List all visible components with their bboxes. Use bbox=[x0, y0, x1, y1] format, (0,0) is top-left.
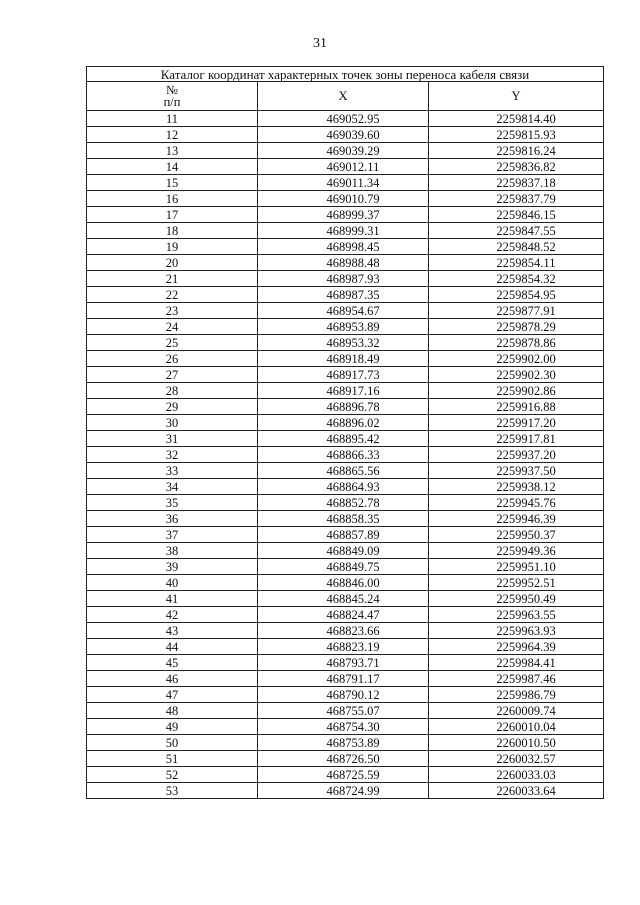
x-coordinate-cell: 468793.71 bbox=[258, 655, 429, 671]
y-coordinate-cell: 2259937.50 bbox=[429, 463, 604, 479]
column-header-number-abbrev: п/п bbox=[163, 95, 181, 109]
point-number-cell: 40 bbox=[87, 575, 258, 591]
table-row bbox=[87, 607, 604, 623]
table-row bbox=[87, 543, 604, 559]
y-coordinate-cell: 2259837.79 bbox=[429, 191, 604, 207]
x-coordinate-cell: 468954.67 bbox=[258, 303, 429, 319]
x-coordinate-cell: 468999.31 bbox=[258, 223, 429, 239]
point-number-cell: 27 bbox=[87, 367, 258, 383]
point-number-cell: 28 bbox=[87, 383, 258, 399]
y-coordinate-cell: 2259964.39 bbox=[429, 639, 604, 655]
x-coordinate-cell: 468987.93 bbox=[258, 271, 429, 287]
point-number-cell: 32 bbox=[87, 447, 258, 463]
point-number-cell: 33 bbox=[87, 463, 258, 479]
table-header-row bbox=[87, 82, 604, 111]
y-coordinate-cell: 2259946.39 bbox=[429, 511, 604, 527]
point-number-cell: 46 bbox=[87, 671, 258, 687]
table-row bbox=[87, 111, 604, 127]
y-coordinate-cell: 2259854.32 bbox=[429, 271, 604, 287]
point-number-cell: 22 bbox=[87, 287, 258, 303]
x-coordinate-cell: 468917.16 bbox=[258, 383, 429, 399]
y-coordinate-cell: 2259814.40 bbox=[429, 111, 604, 127]
table-row bbox=[87, 751, 604, 767]
column-header-number bbox=[87, 82, 258, 111]
table-row bbox=[87, 223, 604, 239]
table-row bbox=[87, 303, 604, 319]
table-row bbox=[87, 703, 604, 719]
y-coordinate-cell: 2259846.15 bbox=[429, 207, 604, 223]
column-header-number-symbol: № bbox=[166, 83, 178, 97]
table-row bbox=[87, 143, 604, 159]
x-coordinate-cell: 469039.29 bbox=[258, 143, 429, 159]
x-coordinate-cell: 468865.56 bbox=[258, 463, 429, 479]
x-coordinate-cell: 468852.78 bbox=[258, 495, 429, 511]
table-row bbox=[87, 319, 604, 335]
table-row bbox=[87, 639, 604, 655]
point-number-cell: 25 bbox=[87, 335, 258, 351]
table-row bbox=[87, 767, 604, 783]
table-row bbox=[87, 351, 604, 367]
table-row bbox=[87, 687, 604, 703]
x-coordinate-cell: 468849.09 bbox=[258, 543, 429, 559]
y-coordinate-cell: 2259902.86 bbox=[429, 383, 604, 399]
y-coordinate-cell: 2259902.30 bbox=[429, 367, 604, 383]
x-coordinate-cell: 468724.99 bbox=[258, 783, 429, 799]
table-row bbox=[87, 175, 604, 191]
table-row bbox=[87, 383, 604, 399]
y-coordinate-cell: 2259986.79 bbox=[429, 687, 604, 703]
table-row bbox=[87, 463, 604, 479]
y-coordinate-cell: 2260010.04 bbox=[429, 719, 604, 735]
y-coordinate-cell: 2260009.74 bbox=[429, 703, 604, 719]
x-coordinate-cell: 468896.02 bbox=[258, 415, 429, 431]
x-coordinate-cell: 468845.24 bbox=[258, 591, 429, 607]
x-coordinate-cell: 468849.75 bbox=[258, 559, 429, 575]
y-coordinate-cell: 2259878.86 bbox=[429, 335, 604, 351]
y-coordinate-cell: 2259836.82 bbox=[429, 159, 604, 175]
y-coordinate-cell: 2259815.93 bbox=[429, 127, 604, 143]
point-number-cell: 16 bbox=[87, 191, 258, 207]
table-row bbox=[87, 191, 604, 207]
point-number-cell: 21 bbox=[87, 271, 258, 287]
table-row bbox=[87, 719, 604, 735]
x-coordinate-cell: 468754.30 bbox=[258, 719, 429, 735]
point-number-cell: 43 bbox=[87, 623, 258, 639]
y-coordinate-cell: 2259877.91 bbox=[429, 303, 604, 319]
table-row bbox=[87, 255, 604, 271]
point-number-cell: 12 bbox=[87, 127, 258, 143]
table-row bbox=[87, 495, 604, 511]
table-row bbox=[87, 431, 604, 447]
y-coordinate-cell: 2259963.93 bbox=[429, 623, 604, 639]
point-number-cell: 23 bbox=[87, 303, 258, 319]
point-number-cell: 50 bbox=[87, 735, 258, 751]
x-coordinate-cell: 469010.79 bbox=[258, 191, 429, 207]
point-number-cell: 52 bbox=[87, 767, 258, 783]
table-row bbox=[87, 367, 604, 383]
table-row bbox=[87, 207, 604, 223]
y-coordinate-cell: 2259916.88 bbox=[429, 399, 604, 415]
point-number-cell: 39 bbox=[87, 559, 258, 575]
x-coordinate-cell: 468824.47 bbox=[258, 607, 429, 623]
y-coordinate-cell: 2259950.49 bbox=[429, 591, 604, 607]
table-row bbox=[87, 735, 604, 751]
y-coordinate-cell: 2259917.20 bbox=[429, 415, 604, 431]
column-header-x: X bbox=[258, 82, 429, 111]
point-number-cell: 11 bbox=[87, 111, 258, 127]
x-coordinate-cell: 468918.49 bbox=[258, 351, 429, 367]
x-coordinate-cell: 468917.73 bbox=[258, 367, 429, 383]
table-row bbox=[87, 591, 604, 607]
x-coordinate-cell: 468953.32 bbox=[258, 335, 429, 351]
y-coordinate-cell: 2260033.03 bbox=[429, 767, 604, 783]
point-number-cell: 26 bbox=[87, 351, 258, 367]
table-row bbox=[87, 623, 604, 639]
x-coordinate-cell: 468823.19 bbox=[258, 639, 429, 655]
y-coordinate-cell: 2259963.55 bbox=[429, 607, 604, 623]
point-number-cell: 30 bbox=[87, 415, 258, 431]
x-coordinate-cell: 468823.66 bbox=[258, 623, 429, 639]
y-coordinate-cell: 2259984.41 bbox=[429, 655, 604, 671]
x-coordinate-cell: 468999.37 bbox=[258, 207, 429, 223]
table-row bbox=[87, 335, 604, 351]
table-row bbox=[87, 783, 604, 799]
point-number-cell: 42 bbox=[87, 607, 258, 623]
point-number-cell: 51 bbox=[87, 751, 258, 767]
coordinate-catalog-table bbox=[86, 66, 604, 799]
table-row bbox=[87, 399, 604, 415]
table-row bbox=[87, 559, 604, 575]
point-number-cell: 41 bbox=[87, 591, 258, 607]
point-number-cell: 19 bbox=[87, 239, 258, 255]
point-number-cell: 31 bbox=[87, 431, 258, 447]
point-number-cell: 34 bbox=[87, 479, 258, 495]
x-coordinate-cell: 468987.35 bbox=[258, 287, 429, 303]
x-coordinate-cell: 468857.89 bbox=[258, 527, 429, 543]
table-row bbox=[87, 511, 604, 527]
x-coordinate-cell: 468846.00 bbox=[258, 575, 429, 591]
point-number-cell: 49 bbox=[87, 719, 258, 735]
point-number-cell: 24 bbox=[87, 319, 258, 335]
y-coordinate-cell: 2259902.00 bbox=[429, 351, 604, 367]
x-coordinate-cell: 468725.59 bbox=[258, 767, 429, 783]
table-row bbox=[87, 287, 604, 303]
x-coordinate-cell: 468866.33 bbox=[258, 447, 429, 463]
point-number-cell: 29 bbox=[87, 399, 258, 415]
point-number-cell: 36 bbox=[87, 511, 258, 527]
point-number-cell: 20 bbox=[87, 255, 258, 271]
y-coordinate-cell: 2260033.64 bbox=[429, 783, 604, 799]
table-title: Каталог координат характерных точек зоны переноса кабеля связи bbox=[87, 67, 604, 82]
table-row bbox=[87, 527, 604, 543]
x-coordinate-cell: 468896.78 bbox=[258, 399, 429, 415]
point-number-cell: 45 bbox=[87, 655, 258, 671]
table-title-row bbox=[87, 67, 604, 82]
table-row bbox=[87, 671, 604, 687]
point-number-cell: 38 bbox=[87, 543, 258, 559]
x-coordinate-cell: 469039.60 bbox=[258, 127, 429, 143]
table-row bbox=[87, 415, 604, 431]
x-coordinate-cell: 468755.07 bbox=[258, 703, 429, 719]
y-coordinate-cell: 2259854.11 bbox=[429, 255, 604, 271]
x-coordinate-cell: 468953.89 bbox=[258, 319, 429, 335]
y-coordinate-cell: 2259848.52 bbox=[429, 239, 604, 255]
point-number-cell: 47 bbox=[87, 687, 258, 703]
table-row bbox=[87, 575, 604, 591]
point-number-cell: 37 bbox=[87, 527, 258, 543]
x-coordinate-cell: 468895.42 bbox=[258, 431, 429, 447]
table-row bbox=[87, 447, 604, 463]
y-coordinate-cell: 2259854.95 bbox=[429, 287, 604, 303]
x-coordinate-cell: 469012.11 bbox=[258, 159, 429, 175]
x-coordinate-cell: 468858.35 bbox=[258, 511, 429, 527]
y-coordinate-cell: 2259952.51 bbox=[429, 575, 604, 591]
y-coordinate-cell: 2259949.36 bbox=[429, 543, 604, 559]
x-coordinate-cell: 468864.93 bbox=[258, 479, 429, 495]
y-coordinate-cell: 2259950.37 bbox=[429, 527, 604, 543]
x-coordinate-cell: 468791.17 bbox=[258, 671, 429, 687]
point-number-cell: 35 bbox=[87, 495, 258, 511]
y-coordinate-cell: 2259816.24 bbox=[429, 143, 604, 159]
y-coordinate-cell: 2259938.12 bbox=[429, 479, 604, 495]
table-row bbox=[87, 655, 604, 671]
x-coordinate-cell: 468790.12 bbox=[258, 687, 429, 703]
x-coordinate-cell: 468726.50 bbox=[258, 751, 429, 767]
y-coordinate-cell: 2259951.10 bbox=[429, 559, 604, 575]
point-number-cell: 13 bbox=[87, 143, 258, 159]
table-row bbox=[87, 159, 604, 175]
page-number: 31 bbox=[313, 36, 327, 51]
y-coordinate-cell: 2259937.20 bbox=[429, 447, 604, 463]
point-number-cell: 17 bbox=[87, 207, 258, 223]
table-row bbox=[87, 127, 604, 143]
x-coordinate-cell: 469052.95 bbox=[258, 111, 429, 127]
x-coordinate-cell: 469011.34 bbox=[258, 175, 429, 191]
y-coordinate-cell: 2259878.29 bbox=[429, 319, 604, 335]
table-row bbox=[87, 239, 604, 255]
y-coordinate-cell: 2259847.55 bbox=[429, 223, 604, 239]
y-coordinate-cell: 2259945.76 bbox=[429, 495, 604, 511]
y-coordinate-cell: 2259837.18 bbox=[429, 175, 604, 191]
point-number-cell: 44 bbox=[87, 639, 258, 655]
column-header-y: Y bbox=[429, 82, 604, 111]
x-coordinate-cell: 468753.89 bbox=[258, 735, 429, 751]
x-coordinate-cell: 468988.48 bbox=[258, 255, 429, 271]
point-number-cell: 53 bbox=[87, 783, 258, 799]
point-number-cell: 14 bbox=[87, 159, 258, 175]
y-coordinate-cell: 2260032.57 bbox=[429, 751, 604, 767]
x-coordinate-cell: 468998.45 bbox=[258, 239, 429, 255]
table-row bbox=[87, 271, 604, 287]
table-row bbox=[87, 479, 604, 495]
point-number-cell: 18 bbox=[87, 223, 258, 239]
y-coordinate-cell: 2260010.50 bbox=[429, 735, 604, 751]
y-coordinate-cell: 2259987.46 bbox=[429, 671, 604, 687]
table-body bbox=[87, 111, 604, 799]
point-number-cell: 48 bbox=[87, 703, 258, 719]
point-number-cell: 15 bbox=[87, 175, 258, 191]
y-coordinate-cell: 2259917.81 bbox=[429, 431, 604, 447]
